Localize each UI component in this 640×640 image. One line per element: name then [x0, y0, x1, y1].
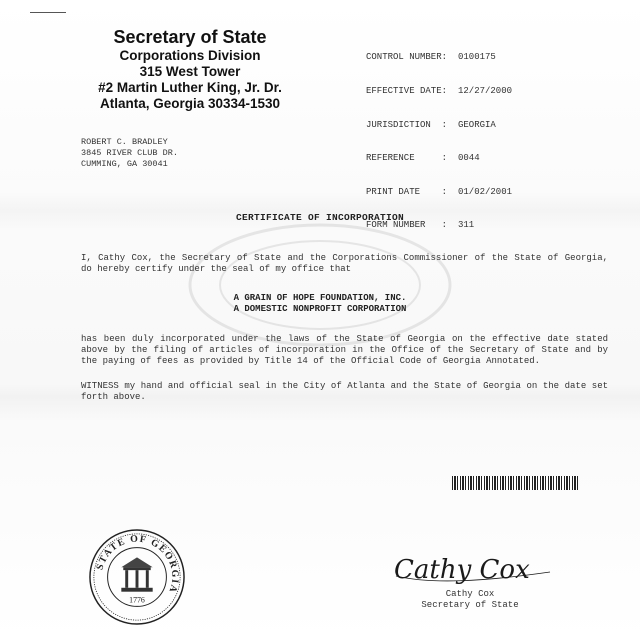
control-label: CONTROL NUMBER:	[366, 52, 448, 63]
state-seal-icon	[88, 528, 186, 626]
body-paragraph: has been duly incorporated under the laws of the State of Georgia on the effective date stated above by the filing of articles of incorporation in the Office of the Secretary of State and by the paying of fees as provided by Title 14 of the Official Code of Georgia Annotated.	[81, 334, 608, 366]
issuer-title: Secretary of State	[113, 27, 267, 47]
issuer-city: Atlanta, Georgia 30334-1530	[99, 96, 281, 111]
addressee-block	[81, 137, 178, 170]
certificate-title: CERTIFICATE OF INCORPORATION	[235, 212, 405, 223]
control-row	[366, 187, 512, 198]
control-label: REFERENCE :	[366, 153, 448, 164]
barcode-icon	[452, 476, 578, 490]
signer-block	[400, 589, 540, 611]
control-value: 01/02/2001	[458, 186, 513, 197]
control-row	[366, 153, 512, 164]
addressee-name: ROBERT C. BRADLEY	[81, 137, 168, 147]
seal-text: STATE OF GEORGIA	[94, 533, 181, 595]
control-value: 12/27/2000	[458, 86, 513, 97]
intro-paragraph: I, Cathy Cox, the Secretary of State and the Corporations Commissioner of the State of Georgia, do hereby certify under the seal of my office that	[81, 253, 608, 274]
control-value: GEORGIA	[458, 119, 496, 130]
control-row	[366, 86, 512, 97]
addressee-city: CUMMING, GA 30041	[81, 159, 168, 169]
organization-name: A GRAIN OF HOPE FOUNDATION, INC.	[233, 293, 407, 303]
control-row	[366, 120, 512, 131]
signature-icon	[390, 546, 560, 592]
organization-type: A DOMESTIC NONPROFIT CORPORATION	[233, 304, 407, 314]
control-label: PRINT DATE :	[366, 186, 448, 197]
signer-name: Cathy Cox	[445, 589, 495, 599]
witness-paragraph: WITNESS my hand and official seal in the City of Atlanta and the State of Georgia on the date set forth above.	[81, 381, 608, 402]
signature-script: Cathy Cox	[394, 555, 530, 585]
scan-mark	[30, 12, 66, 13]
control-label: EFFECTIVE DATE:	[366, 86, 448, 97]
control-label: JURISDICTION :	[366, 119, 448, 130]
control-value: 0044	[458, 153, 480, 164]
issuer-division: Corporations Division	[119, 48, 261, 63]
signer-title: Secretary of State	[421, 600, 519, 610]
issuer-street: #2 Martin Luther King, Jr. Dr.	[98, 80, 282, 95]
issuer-header	[70, 26, 310, 112]
control-value: 311	[458, 220, 475, 231]
addressee-street: 3845 RIVER CLUB DR.	[81, 148, 178, 158]
organization-block	[0, 293, 640, 315]
control-row	[366, 52, 512, 63]
control-label: FORM NUMBER :	[366, 220, 448, 231]
control-value: 0100175	[458, 52, 496, 63]
seal-year: 1776	[129, 595, 145, 605]
issuer-tower: 315 West Tower	[139, 64, 241, 79]
